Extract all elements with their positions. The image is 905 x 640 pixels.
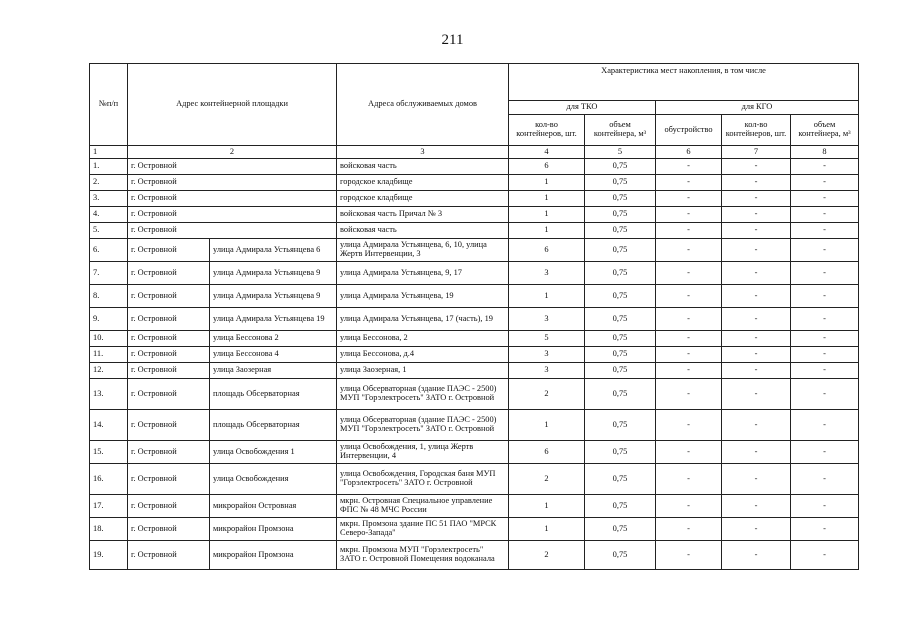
table-row <box>90 495 859 518</box>
header-tko-count: кол-во контейнеров, шт. <box>509 115 585 146</box>
served-addresses: городское кладбище <box>337 191 509 207</box>
served-addresses: улица Освобождения, Городская баня МУП "Горэлектросеть" ЗАТО г. Островной <box>337 464 509 495</box>
row-number: 1. <box>90 159 128 175</box>
tko-container-count: 6 <box>509 159 585 175</box>
kgo-container-volume: - <box>791 331 859 347</box>
row-number: 6. <box>90 239 128 262</box>
site-city: г. Островной <box>128 239 210 262</box>
site-city: г. Островной <box>128 191 337 207</box>
kgo-container-volume: - <box>791 518 859 541</box>
row-number: 18. <box>90 518 128 541</box>
site-city: г. Островной <box>128 223 337 239</box>
tko-container-volume: 0,75 <box>585 239 656 262</box>
tko-container-count: 1 <box>509 207 585 223</box>
site-street: улица Освобождения 1 <box>210 441 337 464</box>
served-addresses: улица Адмирала Устьянцева, 17 (часть), 19 <box>337 308 509 331</box>
tko-container-count: 1 <box>509 191 585 207</box>
kgo-container-count: - <box>722 285 791 308</box>
served-addresses: улица Адмирала Устьянцева, 9, 17 <box>337 262 509 285</box>
tko-container-count: 2 <box>509 541 585 570</box>
row-number: 10. <box>90 331 128 347</box>
tko-container-volume: 0,75 <box>585 464 656 495</box>
kgo-equipment: - <box>656 464 722 495</box>
site-street: улица Адмирала Устьянцева 6 <box>210 239 337 262</box>
kgo-container-volume: - <box>791 262 859 285</box>
row-number: 17. <box>90 495 128 518</box>
tko-container-volume: 0,75 <box>585 262 656 285</box>
served-addresses: улица Адмирала Устьянцева, 19 <box>337 285 509 308</box>
served-addresses: улица Заозерная, 1 <box>337 363 509 379</box>
row-number: 13. <box>90 379 128 410</box>
site-street: улица Адмирала Устьянцева 9 <box>210 285 337 308</box>
tko-container-volume: 0,75 <box>585 541 656 570</box>
header-characteristics: Характеристика мест накопления, в том числе <box>509 64 859 101</box>
served-addresses: войсковая часть Причал № 3 <box>337 207 509 223</box>
kgo-equipment: - <box>656 363 722 379</box>
kgo-container-count: - <box>722 207 791 223</box>
table-row <box>90 410 859 441</box>
header-num: №п/п <box>90 64 128 146</box>
served-addresses: улица Бессонова, 2 <box>337 331 509 347</box>
tko-container-volume: 0,75 <box>585 285 656 308</box>
kgo-container-count: - <box>722 347 791 363</box>
site-street: микрорайон Промзона <box>210 541 337 570</box>
row-number: 8. <box>90 285 128 308</box>
served-addresses: улица Обсерваторная (здание ПАЭС - 2500) МУП "Горэлектросеть" ЗАТО г. Островной <box>337 410 509 441</box>
tko-container-count: 1 <box>509 285 585 308</box>
column-numbers-row <box>90 146 859 159</box>
row-number: 19. <box>90 541 128 570</box>
kgo-container-count: - <box>722 410 791 441</box>
table-row <box>90 518 859 541</box>
kgo-equipment: - <box>656 441 722 464</box>
kgo-equipment: - <box>656 285 722 308</box>
row-number: 4. <box>90 207 128 223</box>
kgo-container-count: - <box>722 441 791 464</box>
header-tko: для ТКО <box>509 101 656 115</box>
served-addresses: улица Освобождения, 1, улица Жертв Интервенции, 4 <box>337 441 509 464</box>
site-city: г. Островной <box>128 379 210 410</box>
tko-container-count: 1 <box>509 410 585 441</box>
tko-container-volume: 0,75 <box>585 175 656 191</box>
kgo-container-count: - <box>722 363 791 379</box>
kgo-container-count: - <box>722 262 791 285</box>
kgo-container-count: - <box>722 518 791 541</box>
kgo-container-volume: - <box>791 410 859 441</box>
served-addresses: войсковая часть <box>337 223 509 239</box>
site-street: площадь Обсерваторная <box>210 410 337 441</box>
kgo-container-volume: - <box>791 159 859 175</box>
kgo-container-count: - <box>722 175 791 191</box>
column-number: 7 <box>722 146 791 159</box>
kgo-container-count: - <box>722 223 791 239</box>
column-number: 6 <box>656 146 722 159</box>
table-row <box>90 331 859 347</box>
kgo-container-volume: - <box>791 363 859 379</box>
tko-container-volume: 0,75 <box>585 410 656 441</box>
tko-container-count: 1 <box>509 175 585 191</box>
header-served: Адреса обслуживаемых домов <box>337 64 509 146</box>
site-city: г. Островной <box>128 518 210 541</box>
served-addresses: мкрн. Островная Специальное управление ФПС № 48 МЧС России <box>337 495 509 518</box>
served-addresses: улица Бессонова, д.4 <box>337 347 509 363</box>
kgo-equipment: - <box>656 159 722 175</box>
site-city: г. Островной <box>128 541 210 570</box>
table-row <box>90 223 859 239</box>
site-street: улица Заозерная <box>210 363 337 379</box>
kgo-container-volume: - <box>791 441 859 464</box>
tko-container-volume: 0,75 <box>585 495 656 518</box>
tko-container-count: 3 <box>509 308 585 331</box>
site-city: г. Островной <box>128 308 210 331</box>
tko-container-count: 6 <box>509 441 585 464</box>
tko-container-volume: 0,75 <box>585 207 656 223</box>
table-row <box>90 379 859 410</box>
kgo-container-volume: - <box>791 239 859 262</box>
page-number: 211 <box>441 32 464 48</box>
tko-container-count: 6 <box>509 239 585 262</box>
kgo-container-volume: - <box>791 541 859 570</box>
kgo-equipment: - <box>656 262 722 285</box>
site-city: г. Островной <box>128 495 210 518</box>
row-number: 15. <box>90 441 128 464</box>
table-row <box>90 541 859 570</box>
table-row <box>90 347 859 363</box>
tko-container-volume: 0,75 <box>585 223 656 239</box>
kgo-container-count: - <box>722 541 791 570</box>
row-number: 5. <box>90 223 128 239</box>
kgo-container-count: - <box>722 308 791 331</box>
served-addresses: войсковая часть <box>337 159 509 175</box>
kgo-equipment: - <box>656 175 722 191</box>
column-number: 8 <box>791 146 859 159</box>
site-city: г. Островной <box>128 285 210 308</box>
row-number: 16. <box>90 464 128 495</box>
kgo-container-volume: - <box>791 223 859 239</box>
kgo-container-count: - <box>722 379 791 410</box>
table-row <box>90 308 859 331</box>
row-number: 2. <box>90 175 128 191</box>
header-kgo-count: кол-во контейнеров, шт. <box>722 115 791 146</box>
row-number: 11. <box>90 347 128 363</box>
kgo-container-count: - <box>722 239 791 262</box>
served-addresses: улица Обсерваторная (здание ПАЭС - 2500) МУП "Горэлектросеть" ЗАТО г. Островной <box>337 379 509 410</box>
table-row <box>90 464 859 495</box>
site-city: г. Островной <box>128 410 210 441</box>
container-sites-table <box>89 63 859 570</box>
kgo-equipment: - <box>656 331 722 347</box>
kgo-container-count: - <box>722 191 791 207</box>
kgo-container-count: - <box>722 495 791 518</box>
kgo-container-count: - <box>722 464 791 495</box>
kgo-equipment: - <box>656 207 722 223</box>
table-row <box>90 363 859 379</box>
table-row <box>90 207 859 223</box>
served-addresses: мкрн. Промзона здание ПС 51 ПАО "МРСК Северо-Запада" <box>337 518 509 541</box>
kgo-equipment: - <box>656 518 722 541</box>
tko-container-volume: 0,75 <box>585 308 656 331</box>
tko-container-count: 2 <box>509 464 585 495</box>
tko-container-count: 1 <box>509 518 585 541</box>
site-street: улица Адмирала Устьянцева 9 <box>210 262 337 285</box>
row-number: 7. <box>90 262 128 285</box>
table-row <box>90 159 859 175</box>
tko-container-count: 3 <box>509 347 585 363</box>
tko-container-count: 1 <box>509 223 585 239</box>
table-row <box>90 262 859 285</box>
site-street: площадь Обсерваторная <box>210 379 337 410</box>
site-street: микрорайон Островная <box>210 495 337 518</box>
served-addresses: улица Адмирала Устьянцева, 6, 10, улица Жертв Интервенции, 3 <box>337 239 509 262</box>
tko-container-volume: 0,75 <box>585 159 656 175</box>
site-street: улица Бессонова 4 <box>210 347 337 363</box>
kgo-container-volume: - <box>791 285 859 308</box>
kgo-equipment: - <box>656 379 722 410</box>
kgo-equipment: - <box>656 223 722 239</box>
kgo-container-volume: - <box>791 347 859 363</box>
table-body <box>90 159 859 570</box>
kgo-container-volume: - <box>791 308 859 331</box>
header-address: Адрес контейнерной площадки <box>128 64 337 146</box>
site-city: г. Островной <box>128 464 210 495</box>
column-number: 2 <box>128 146 337 159</box>
tko-container-volume: 0,75 <box>585 331 656 347</box>
kgo-container-volume: - <box>791 207 859 223</box>
site-street: улица Адмирала Устьянцева 19 <box>210 308 337 331</box>
tko-container-volume: 0,75 <box>585 379 656 410</box>
site-city: г. Островной <box>128 207 337 223</box>
tko-container-volume: 0,75 <box>585 518 656 541</box>
kgo-equipment: - <box>656 191 722 207</box>
table-row <box>90 175 859 191</box>
site-city: г. Островной <box>128 331 210 347</box>
header-kgo-volume: объем контейнера, м³ <box>791 115 859 146</box>
site-city: г. Островной <box>128 262 210 285</box>
table-row <box>90 285 859 308</box>
site-street: улица Освобождения <box>210 464 337 495</box>
row-number: 9. <box>90 308 128 331</box>
tko-container-volume: 0,75 <box>585 347 656 363</box>
site-city: г. Островной <box>128 175 337 191</box>
kgo-container-volume: - <box>791 379 859 410</box>
site-city: г. Островной <box>128 363 210 379</box>
kgo-container-count: - <box>722 331 791 347</box>
table-row <box>90 239 859 262</box>
tko-container-volume: 0,75 <box>585 191 656 207</box>
kgo-equipment: - <box>656 541 722 570</box>
kgo-equipment: - <box>656 239 722 262</box>
site-street: улица Бессонова 2 <box>210 331 337 347</box>
column-number: 3 <box>337 146 509 159</box>
column-number: 1 <box>90 146 128 159</box>
tko-container-volume: 0,75 <box>585 363 656 379</box>
row-number: 12. <box>90 363 128 379</box>
site-city: г. Островной <box>128 347 210 363</box>
tko-container-volume: 0,75 <box>585 441 656 464</box>
row-number: 3. <box>90 191 128 207</box>
tko-container-count: 5 <box>509 331 585 347</box>
served-addresses: городское кладбище <box>337 175 509 191</box>
header-tko-volume: объем контейнера, м³ <box>585 115 656 146</box>
table-row <box>90 191 859 207</box>
site-street: микрорайон Промзона <box>210 518 337 541</box>
column-number: 5 <box>585 146 656 159</box>
tko-container-count: 1 <box>509 495 585 518</box>
kgo-container-volume: - <box>791 464 859 495</box>
tko-container-count: 3 <box>509 363 585 379</box>
tko-container-count: 2 <box>509 379 585 410</box>
table-row <box>90 441 859 464</box>
served-addresses: мкрн. Промзона МУП "Горэлектросеть" ЗАТО г. Островной Помещения водоканала <box>337 541 509 570</box>
column-number: 4 <box>509 146 585 159</box>
kgo-equipment: - <box>656 308 722 331</box>
kgo-equipment: - <box>656 495 722 518</box>
kgo-container-volume: - <box>791 175 859 191</box>
kgo-container-volume: - <box>791 191 859 207</box>
kgo-equipment: - <box>656 410 722 441</box>
site-city: г. Островной <box>128 159 337 175</box>
kgo-container-count: - <box>722 159 791 175</box>
header-kgo-equipment: обустройство <box>656 115 722 146</box>
kgo-equipment: - <box>656 347 722 363</box>
tko-container-count: 3 <box>509 262 585 285</box>
header-kgo: для КГО <box>656 101 859 115</box>
row-number: 14. <box>90 410 128 441</box>
site-city: г. Островной <box>128 441 210 464</box>
kgo-container-volume: - <box>791 495 859 518</box>
